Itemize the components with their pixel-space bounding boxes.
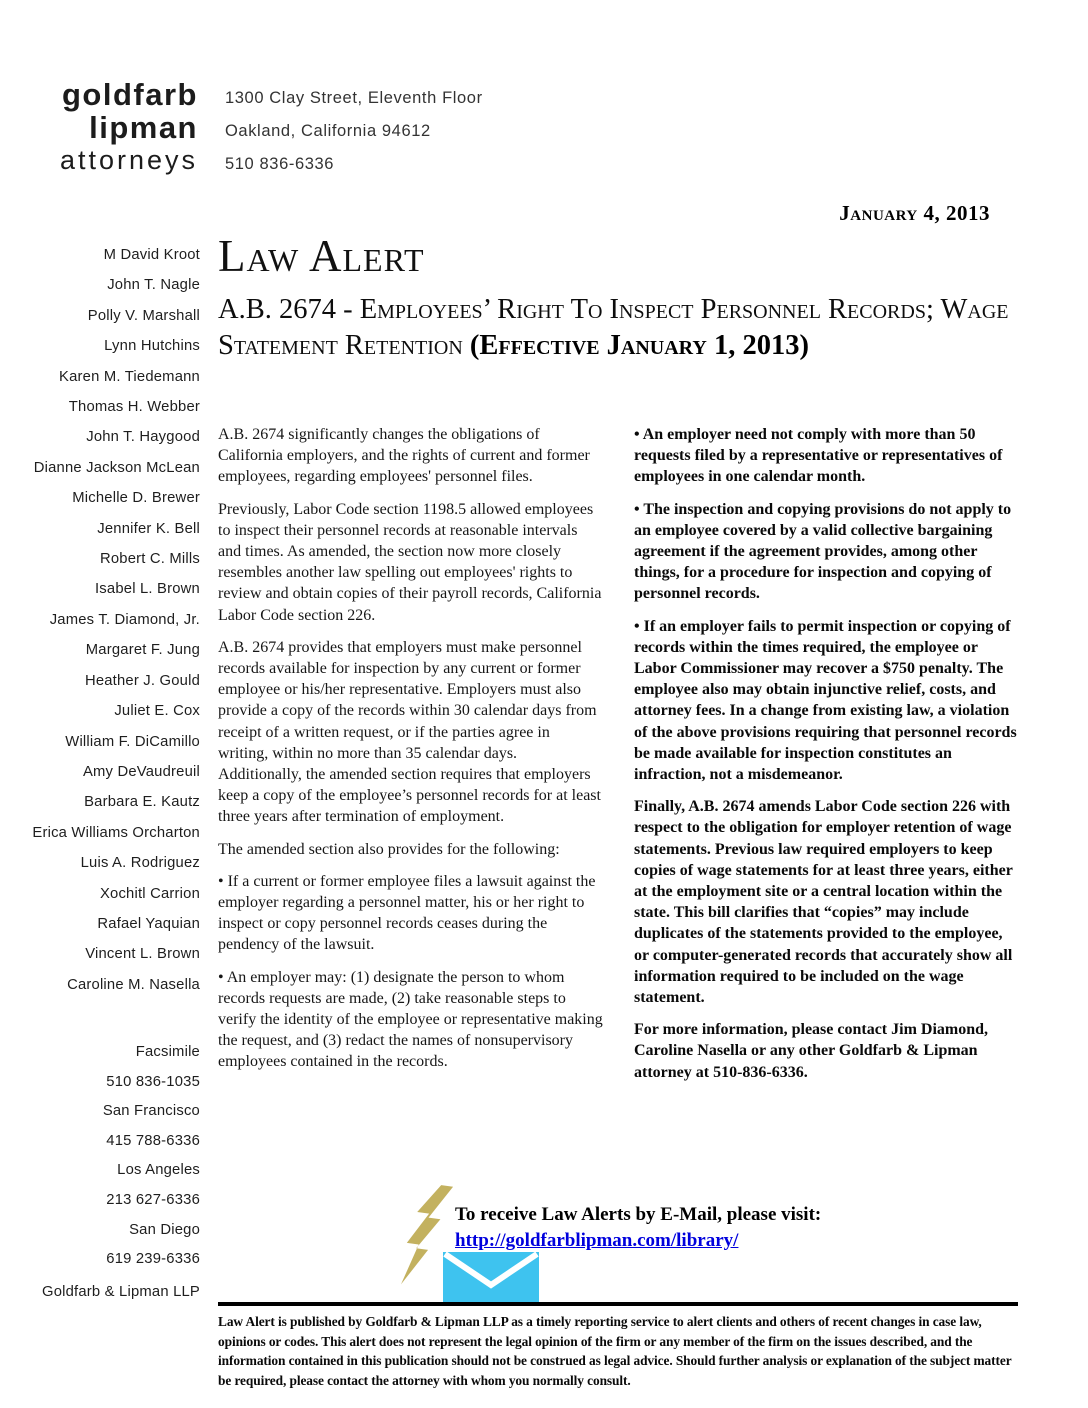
attorney-name: Lynn Hutchins bbox=[104, 338, 200, 355]
paragraph: A.B. 2674 provides that employers must make personnel records available for inspection by any current or former employee or his/her representative. Employers must also provide a copy of the records within 30 calendar days from receipt of a written request, or if the parties agree in writing, within no more than 35 calendar days. Additionally, the amended section requires that employers keep a copy of the employee’s personnel records for at least three years after termination of employment. bbox=[218, 638, 601, 826]
office-label: San Francisco bbox=[102, 1103, 200, 1120]
address-line-2: Oakland, California 94612 bbox=[225, 122, 431, 140]
paragraph: For more information, please contact Jim Diamond, Caroline Nasella or any other Goldfarb & Lipman attorney at 510-836-6336. bbox=[634, 1021, 989, 1081]
attorney-name: Thomas H. Webber bbox=[68, 399, 200, 416]
paragraph: Previously, Labor Code section 1198.5 allowed employees to inspect their personnel records at reasonable intervals and times. As amended, the section now more closely resembles another law spelling out employees' rights to review and obtain copies of their payroll records, California Labor Code section 226. bbox=[218, 500, 602, 624]
logo-line-attorneys: attorneys bbox=[59, 145, 198, 175]
attorney-name: Barbara E. Kautz bbox=[84, 794, 200, 811]
column-left bbox=[218, 424, 603, 1094]
attorney-name: Heather J. Gould bbox=[84, 672, 200, 689]
office-number: 213 627-6336 bbox=[106, 1191, 200, 1208]
attorney-name: Robert C. Mills bbox=[99, 551, 200, 568]
attorney-name: Amy DeVaudreuil bbox=[82, 763, 200, 780]
attorney-list bbox=[0, 240, 200, 1000]
attorney-name: John T. Haygood bbox=[86, 429, 200, 446]
attorney-name: Erica Williams Orcharton bbox=[32, 824, 200, 841]
column-right bbox=[634, 424, 1020, 1094]
attorney-name: Jennifer K. Bell bbox=[97, 520, 200, 537]
paragraph: Finally, A.B. 2674 amends Labor Code section 226 with respect to the obligation for employer retention of wage statements. Previous law required employers to keep copies of wage statements for at least three years, either at the employment site or a central location within the state. This bill clarifies that “copies” may include duplicates of the statements provided to the employee, or computer-generated records that accurately show all information required to be included on the wage statement. bbox=[634, 798, 1013, 1007]
office-number: 619 239-6336 bbox=[106, 1251, 200, 1268]
attorney-name: John T. Nagle bbox=[107, 277, 200, 294]
office-label: Los Angeles bbox=[117, 1162, 200, 1179]
logo-line-goldfarb: goldfarb bbox=[62, 77, 198, 112]
office-label: San Diego bbox=[129, 1221, 200, 1238]
attorney-name: Michelle D. Brewer bbox=[72, 490, 200, 507]
attorney-name: Polly V. Marshall bbox=[87, 307, 200, 324]
firm-logo bbox=[58, 78, 198, 177]
bullet-item: • If an employer fails to permit inspection or copying of records within the times required, the employee or Labor Commissioner may recover a $750 penalty. The employee also may obtain injunctive relief, costs, and attorney fees. In a change from existing law, a violation of the above provisions requiring that personnel records be made available for inspection constitutes an infraction, not a misdemeanor. bbox=[634, 617, 1017, 784]
bullet-item: • The inspection and copying provisions do not apply to an employee covered by a valid collective bargaining agreement if the agreement provides, among other things, for a procedure for inspection and copying of personnel records. bbox=[634, 500, 1012, 603]
address-block bbox=[225, 82, 483, 181]
attorney-name: Vincent L. Brown bbox=[85, 946, 200, 963]
paragraph: A.B. 2674 significantly changes the obligations of California employers, and the rights of current and former employees, regarding employees' personnel files. bbox=[218, 426, 590, 486]
address-line-1: 1300 Clay Street, Eleventh Floor bbox=[225, 89, 483, 107]
subscribe-link[interactable]: http://goldfarblipman.com/library/ bbox=[455, 1230, 739, 1251]
attorney-name: James T. Diamond, Jr. bbox=[49, 611, 200, 628]
issue-date: January 4, 2013 bbox=[839, 201, 990, 225]
attorney-name: Margaret F. Jung bbox=[85, 642, 200, 659]
attorney-name: Isabel L. Brown bbox=[95, 581, 200, 598]
article-columns bbox=[218, 424, 1020, 1094]
attorney-name: Luis A. Rodriguez bbox=[80, 855, 200, 872]
attorney-name: Rafael Yaquian bbox=[97, 915, 200, 932]
page-title: Law Alert bbox=[218, 231, 425, 281]
attorney-name: William F. DiCamillo bbox=[65, 733, 200, 750]
attorney-name: Dianne Jackson McLean bbox=[33, 459, 200, 476]
heading-emphasis: (Effective January 1, 2013) bbox=[469, 329, 809, 361]
divider-rule bbox=[218, 1302, 1018, 1306]
phone-number: 510 836-6336 bbox=[225, 155, 335, 173]
attorney-name: Caroline M. Nasella bbox=[67, 976, 200, 993]
bullet-item: • An employer need not comply with more than 50 requests filed by a representative or representatives of employees in one calendar month. bbox=[634, 426, 1003, 486]
bullet-item: • An employer may: (1) designate the person to whom records requests are made, (2) take reasonable steps to verify the identity of the employee or representative making the request, and (3) redact the names of nonsupervisory employees contained in the records. bbox=[218, 968, 603, 1071]
firm-name: Goldfarb & Lipman LLP bbox=[41, 1283, 200, 1300]
office-label: Facsimile bbox=[135, 1044, 200, 1060]
attorney-name: Xochitl Carrion bbox=[99, 885, 200, 902]
attorney-name: Juliet E. Cox bbox=[114, 703, 200, 720]
disclaimer-text: Law Alert is published by Goldfarb & Lipman LLP as a timely reporting service to alert clients and others of recent changes in case law, opinions or codes. This alert does not represent the legal opinion of the firm or any member of the firm on the issues described, and the information contained in this publication should not be construed as legal advice. Should further analysis or explanation of the subject matter be required, please contact the attorney with whom you normally consult. bbox=[218, 1314, 1012, 1388]
logo-line-lipman: lipman bbox=[89, 110, 198, 145]
office-contacts bbox=[0, 1038, 200, 1307]
envelope-icon bbox=[443, 1252, 539, 1304]
article-heading-main: A.B. 2674 - Employees’ Right To Inspect Personnel Records; Wage Statement Retention bbox=[218, 294, 1009, 361]
attorney-name: M David Kroot bbox=[103, 247, 200, 263]
subscribe-note: To receive Law Alerts by E-Mail, please visit: bbox=[455, 1204, 822, 1225]
subscribe-block bbox=[455, 1202, 821, 1255]
paragraph: The amended section also provides for the following: bbox=[218, 840, 560, 858]
attorney-name: Karen M. Tiedemann bbox=[59, 368, 200, 385]
office-number: 415 788-6336 bbox=[106, 1132, 200, 1149]
article-heading bbox=[218, 292, 1014, 363]
bullet-item: • If a current or former employee files a lawsuit against the employer regarding a personnel matter, his or her right to inspect or copy personnel records ceases during the pendency of the lawsuit. bbox=[218, 872, 596, 954]
office-number: 510 836-1035 bbox=[106, 1073, 200, 1090]
